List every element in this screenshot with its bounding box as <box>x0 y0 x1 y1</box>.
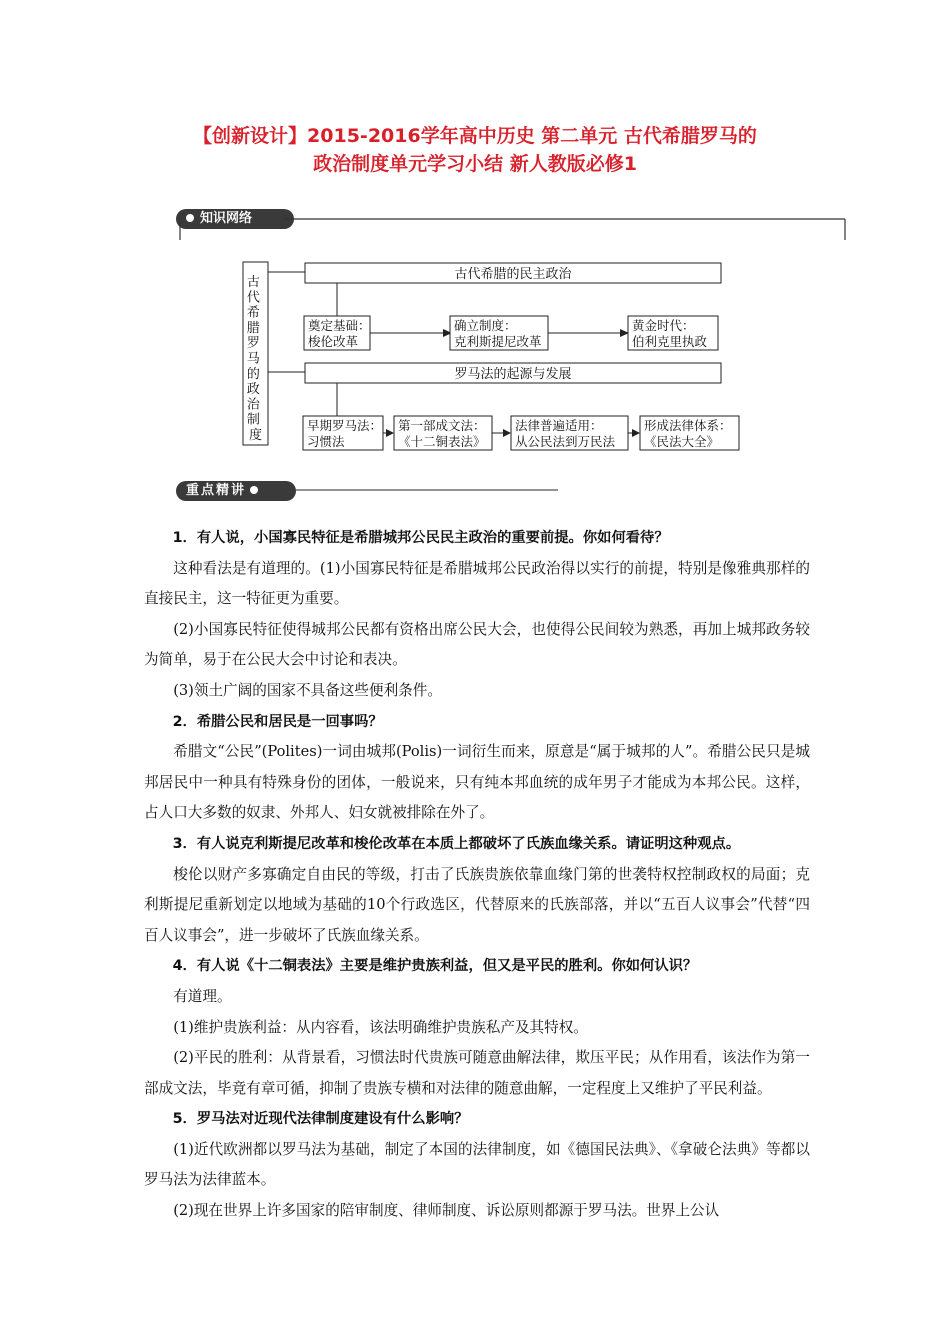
section-header-key-points <box>176 481 296 501</box>
rome-node-4-line2: 《民法大全》 <box>644 434 720 449</box>
branch-rome-label: 罗马法的起源与发展 <box>454 367 572 382</box>
root-char: 马 <box>246 351 260 367</box>
answer-paragraph: (2)现在世界上许多国家的陪审制度、律师制度、诉讼原则都源于罗马法。世界上公认 <box>173 1202 720 1220</box>
section-title: 知识网络 <box>200 211 253 226</box>
question-3: 3．有人说克利斯提尼改革和梭伦改革在本质上都破坏了氏族血缘关系。请证明这种观点。 <box>172 835 741 852</box>
rome-node-3-line2: 从公民法到万民法 <box>515 434 616 449</box>
root-char: 治 <box>246 397 260 413</box>
rome-node-2-line2: 《十二铜表法》 <box>398 434 486 449</box>
arrow-head-icon <box>386 429 394 437</box>
greece-node-1-line2: 梭伦改革 <box>308 334 359 349</box>
bullet-dot-icon <box>250 486 258 494</box>
greece-node-3-line2: 伯利克里执政 <box>632 334 708 349</box>
key-points-content <box>144 523 810 1227</box>
root-char: 政 <box>246 382 260 398</box>
rome-node-4-line1: 形成法律体系： <box>644 418 732 433</box>
question-5: 5．罗马法对近现代法律制度建设有什么影响？ <box>172 1111 469 1128</box>
title-line-1: 【创新设计】2015-2016学年高中历史 第二单元 古代希腊罗马的 <box>193 125 757 147</box>
answer-paragraph: 有道理。 <box>173 987 232 1005</box>
root-label <box>247 274 264 443</box>
rome-node-3-line1: 法律普遍适用： <box>515 418 603 433</box>
section-title: 重点精讲 <box>186 483 247 498</box>
rome-node-1-line2: 习惯法 <box>307 434 345 449</box>
answer-paragraph: (2)平民的胜利：从背景看，习惯法时代贵族可随意曲解法律，欺压平民；从作用看，该法作为第一部成文法，毕竟有章可循，抑制了贵族专横和对法律的随意曲解，一定程度上又维护了平民利益。 <box>144 1049 810 1097</box>
answer-paragraph: (1)近代欧洲都以罗马法为基础，制定了本国的法律制度，如《德国民法典》、《拿破仑法典》等都以罗马法为法律蓝本。 <box>144 1140 810 1189</box>
root-char: 希 <box>246 305 260 321</box>
greece-node-1-line1: 奠定基础： <box>308 318 371 333</box>
answer-paragraph: 希腊文“公民”(Polites)一词由城邦(Polis)一词衍生而来，原意是“属于城邦的人”。希腊公民只是城邦居民中一种具有特殊身份的团体，一般说来，只有纯本邦血统的成年男子才能成为本邦公民。这样，占人口大多数的奴隶、外邦人、妇女就被排除在外了。 <box>144 743 810 822</box>
answer-paragraph: (2)小国寡民特征使得城邦公民都有资格出席公民大会，也使得公民间较为熟悉，再加上城邦政务较为简单，易于在公民大会中讨论和表决。 <box>144 620 810 669</box>
root-char: 罗 <box>246 336 260 352</box>
arrow-head-icon <box>632 429 640 437</box>
rome-node-2-line1: 第一部成文法： <box>398 418 486 433</box>
answer-paragraph: 这种看法是有道理的。(1)小国寡民特征是希腊城邦公民政治得以实行的前提，特别是像雅典那样的直接民主，这一特征更为重要。 <box>144 559 810 608</box>
root-char: 古 <box>246 275 260 290</box>
root-char: 腊 <box>246 320 260 336</box>
greece-node-2-line2: 克利斯提尼改革 <box>454 334 542 349</box>
root-char: 度 <box>248 428 263 443</box>
title-line-2: 政治制度单元学习小结 新人教版必修1 <box>313 153 637 175</box>
rome-node-1-line1: 早期罗马法： <box>307 418 383 433</box>
answer-paragraph: (3)领土广阔的国家不具备这些便利条件。 <box>173 681 442 699</box>
greece-node-2-line1: 确立制度： <box>454 318 517 333</box>
root-char: 的 <box>246 366 260 382</box>
answer-paragraph: 梭伦以财产多寡确定自由民的等级，打击了氏族贵族依靠血缘门第的世袭特权控制政权的局面；克利斯提尼重新划定以地域为基础的10个行政选区，代替原来的氏族部落，并以“五百人议事会”代替“四百人议事会”，进一步破坏了氏族血缘关系。 <box>144 865 810 944</box>
answer-paragraph: (1)维护贵族利益：从内容看，该法明确维护贵族私产及其特权。 <box>173 1018 588 1036</box>
greece-node-3-line1: 黄金时代： <box>632 318 695 333</box>
root-char: 代 <box>246 290 260 306</box>
question-1: 1．有人说，小国寡民特征是希腊城邦公民民主政治的重要前提。你如何看待？ <box>172 530 669 546</box>
question-4: 4．有人说《十二铜表法》主要是维护贵族利益，但又是平民的胜利。你如何认识？ <box>172 958 698 975</box>
root-char: 制 <box>246 412 260 428</box>
branch-greece-label: 古代希腊的民主政治 <box>454 267 572 282</box>
arrow-head-icon <box>503 429 511 437</box>
question-2: 2．希腊公民和居民是一回事吗？ <box>172 713 383 730</box>
